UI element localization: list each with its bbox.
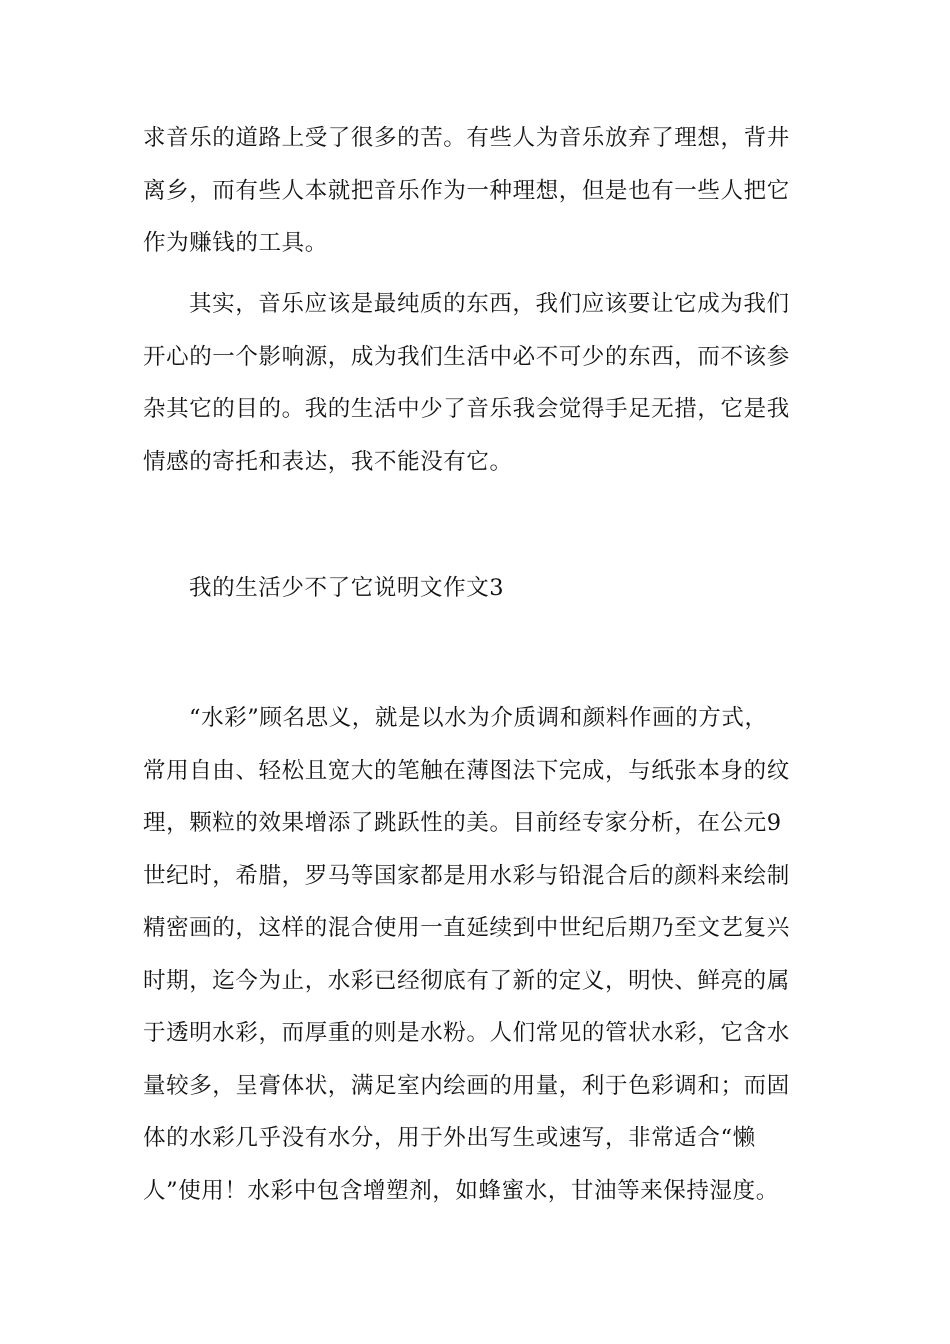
heading-text: 我的生活少不了它说明文作文3 bbox=[189, 575, 505, 601]
paragraph-line: 世纪时，希腊，罗马等国家都是用水彩与铅混合后的颜料来绘制 bbox=[143, 862, 790, 889]
paragraph-line: 开心的一个影响源，成为我们生活中必不可少的东西，而不该参 bbox=[143, 343, 790, 370]
paragraph-line: 量较多，呈膏体状，满足室内绘画的用量，利于色彩调和；而固 bbox=[143, 1072, 790, 1099]
paragraph-line: 精密画的，这样的混合使用一直延续到中世纪后期乃至文艺复兴 bbox=[143, 915, 790, 941]
paragraph-line: “水彩”顾名思义，就是以水为介质调和颜料作画的方式， bbox=[189, 705, 768, 731]
paragraph-line: 常用自由、轻松且宽大的笔触在薄图法下完成，与纸张本身的纹 bbox=[143, 757, 790, 784]
paragraph-1 bbox=[143, 112, 823, 270]
paragraph-line: 情感的寄托和表达，我不能没有它。 bbox=[143, 448, 513, 475]
paragraph-line: 体的水彩几乎没有水分，用于外出写生或速写，非常适合“懒 bbox=[143, 1125, 756, 1151]
paragraph-line: 离乡，而有些人本就把音乐作为一种理想，但是也有一些人把它 bbox=[143, 177, 790, 204]
paragraph-line: 求音乐的道路上受了很多的苦。有些人为音乐放弃了理想，背井 bbox=[143, 125, 790, 151]
paragraph-line: 理，颗粒的效果增添了跳跃性的美。目前经专家分析，在公元9 bbox=[143, 810, 782, 836]
paragraph-line: 其实，音乐应该是最纯质的东西，我们应该要让它成为我们 bbox=[189, 291, 790, 317]
paragraph-line: 作为赚钱的工具。 bbox=[143, 230, 328, 256]
paragraph-line: 人”使用！水彩中包含增塑剂，如蜂蜜水，甘油等来保持湿度。 bbox=[143, 1177, 779, 1204]
paragraph-line: 时期，迄今为止，水彩已经彻底有了新的定义，明快、鲜亮的属 bbox=[143, 967, 790, 994]
paragraph-3 bbox=[143, 692, 823, 1217]
paragraph-line: 于透明水彩，而厚重的则是水粉。人们常见的管状水彩，它含水 bbox=[143, 1020, 790, 1046]
paragraph-line: 杂其它的目的。我的生活中少了音乐我会觉得手足无措，它是我 bbox=[143, 396, 790, 422]
section-heading bbox=[143, 562, 823, 615]
paragraph-2 bbox=[143, 278, 823, 488]
